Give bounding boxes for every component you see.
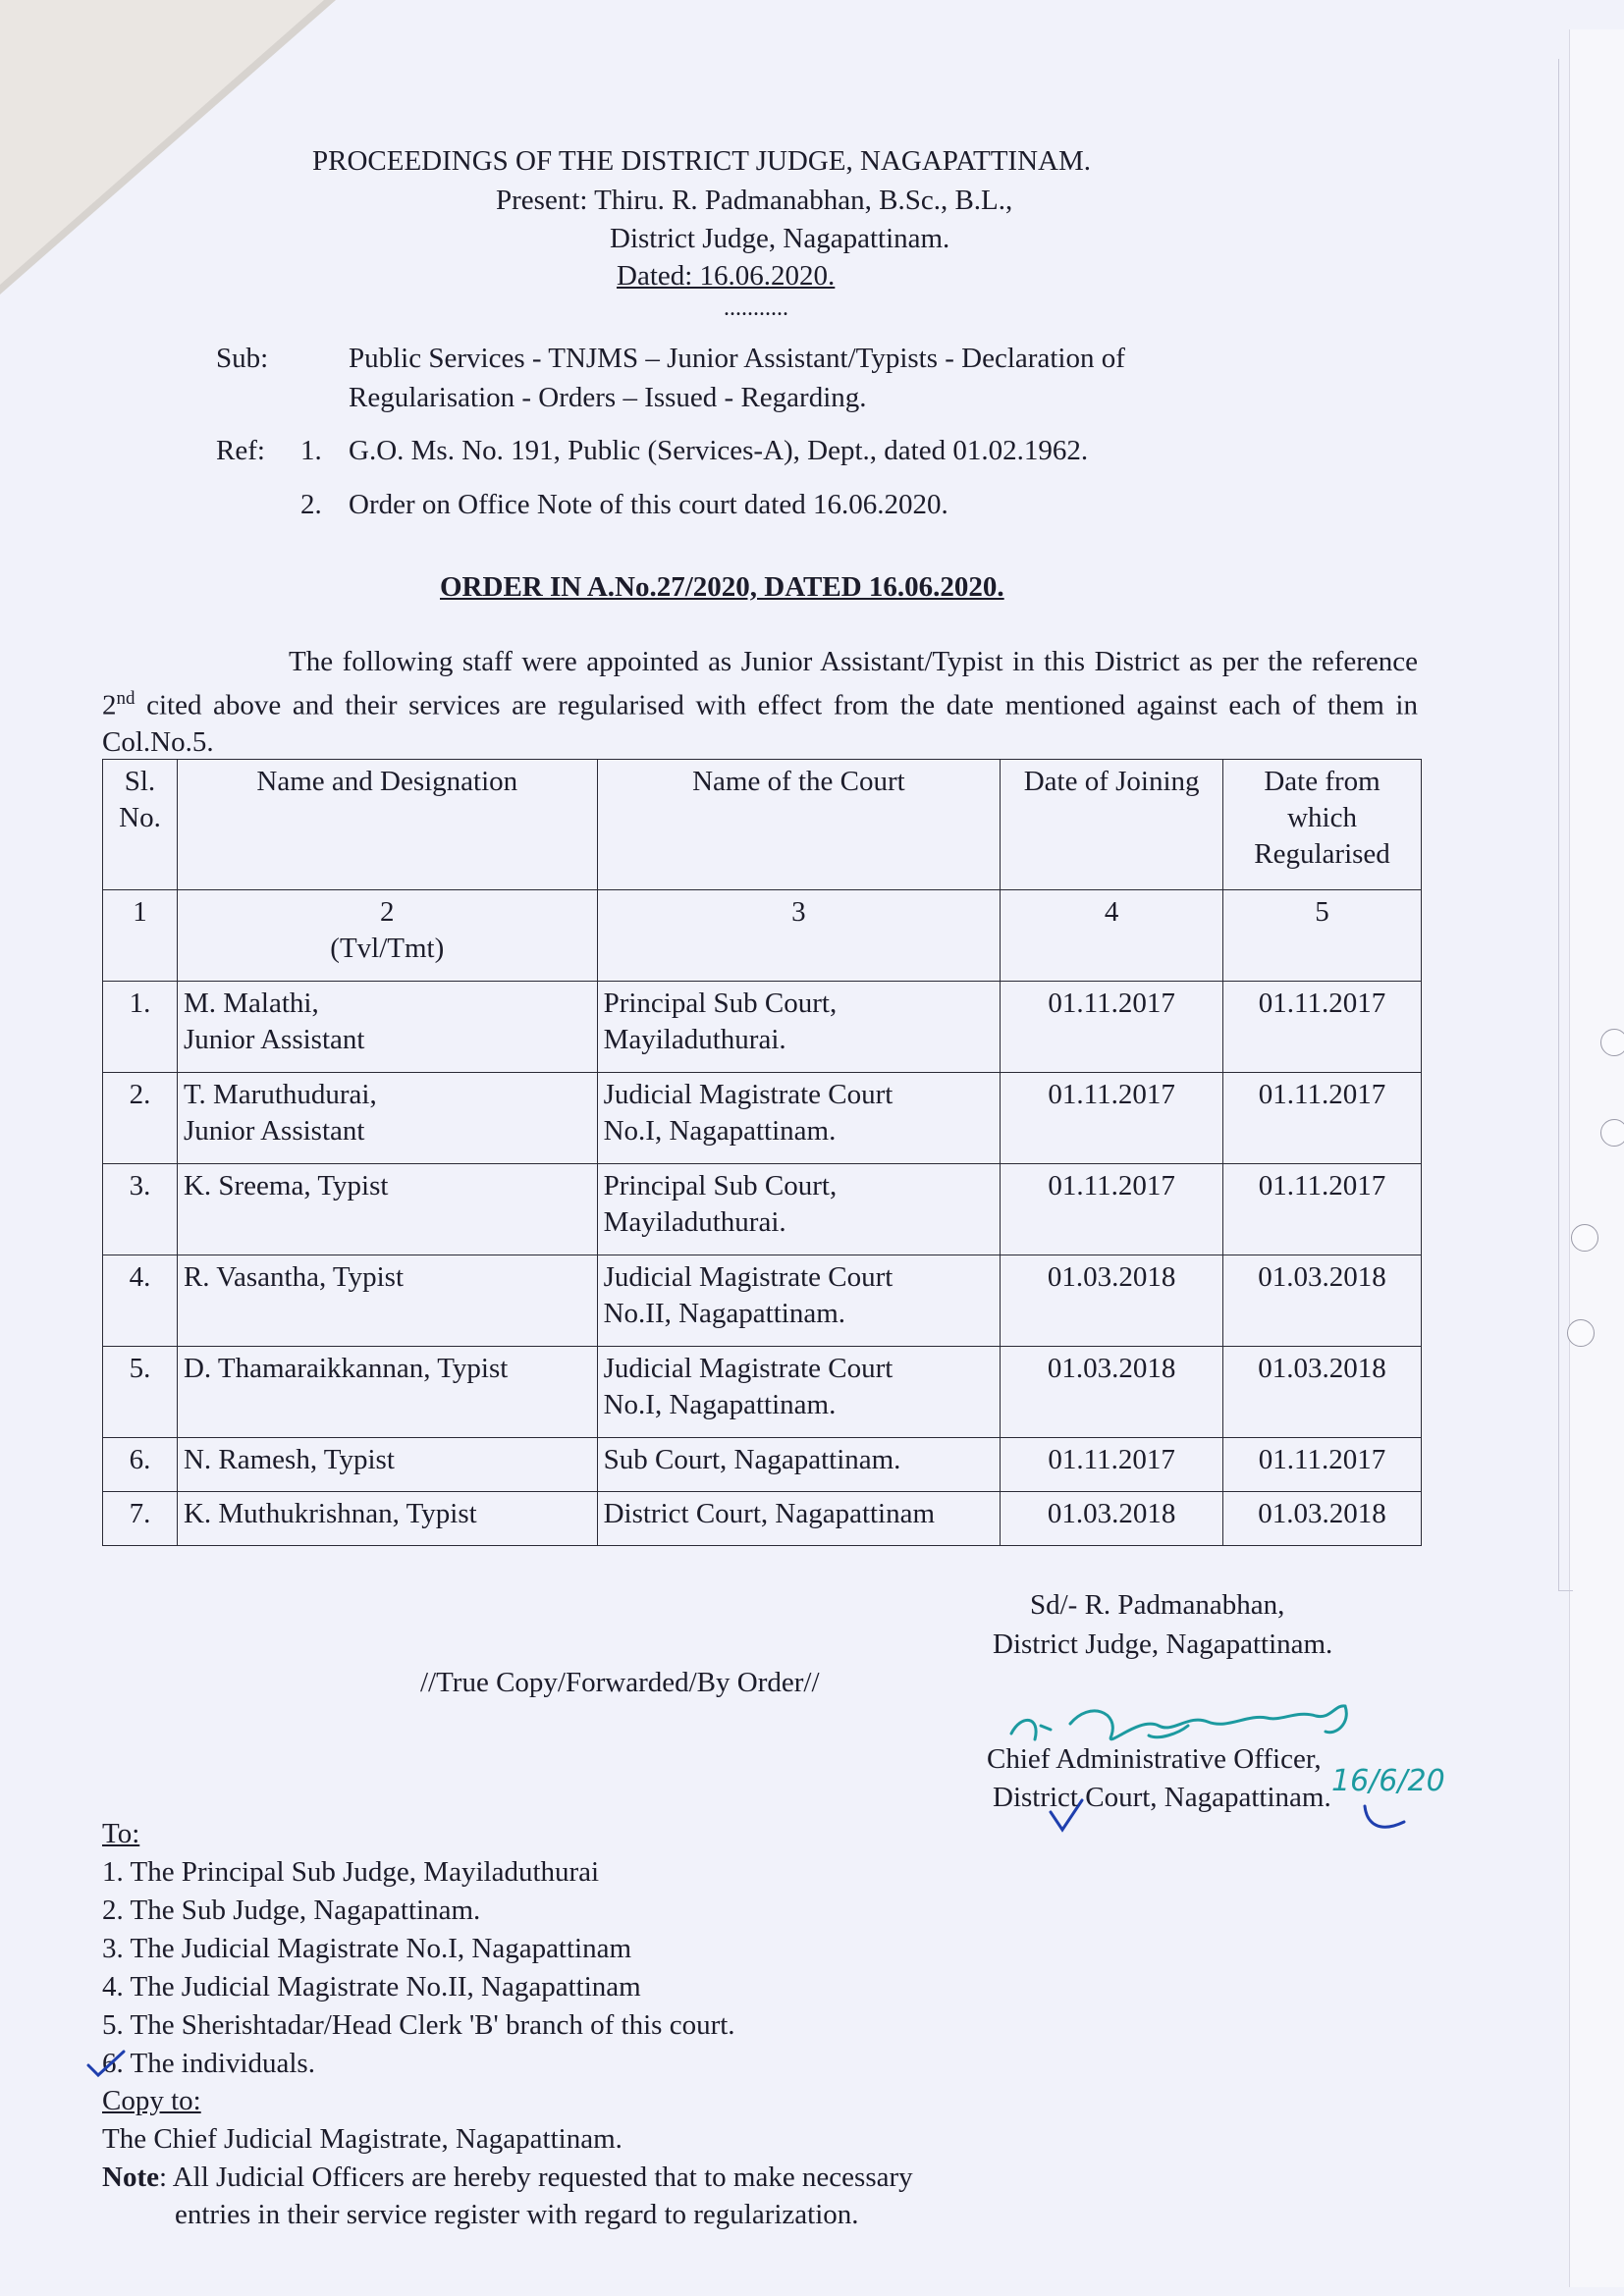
serial-number: 3. [103,1164,178,1255]
column-number: 3 [597,890,1001,982]
date-regularised: 01.03.2018 [1223,1492,1422,1546]
court-cell [597,1347,1001,1438]
court-name: Sub Court, Nagapattinam. [597,1438,1001,1492]
recipient-item: 2. The Sub Judge, Nagapattinam. [102,1895,481,1926]
court-name: Judicial Magistrate Court [603,1353,893,1384]
column-number-cell [177,890,597,982]
dated-line: Dated: 16.06.2020. [617,260,836,292]
recipient-item: 5. The Sherishtadar/Head Clerk 'B' branch of this court. [102,2009,735,2041]
punch-hole [1571,1224,1598,1252]
recipient-list [102,1853,735,2083]
staff-name: T. Maruthudurai, [183,1079,377,1110]
recipient-item: 6. The individuals. [102,2048,315,2079]
subject-line-1: Public Services - TNJMS – Junior Assistant/Typists - Declaration of [349,343,1125,374]
column-number: 1 [103,890,178,982]
staff-name-cell [177,982,597,1073]
court-place: No.II, Nagapattinam. [603,1298,846,1329]
recipient-item: 4. The Judicial Magistrate No.II, Nagapattinam [102,1971,641,2002]
table-row [103,1255,1422,1347]
handwritten-date: 16/6/20 [1331,1764,1445,1798]
court-name: Principal Sub Court, [603,1170,838,1201]
note-label: Note [102,2162,159,2193]
serial-number: 4. [103,1255,178,1347]
signature-designation: District Judge, Nagapattinam. [993,1629,1333,1660]
court-name: District Court, Nagapattinam [597,1492,1001,1546]
court-name: Principal Sub Court, [603,988,838,1019]
court-name: Judicial Magistrate Court [603,1261,893,1293]
subject-label: Sub: [216,343,269,374]
subject-line-2: Regularisation - Orders – Issued - Regarding. [349,382,867,413]
intro-paragraph [102,644,1418,761]
present-line: Present: Thiru. R. Padmanabhan, B.Sc., B.L., [496,185,1013,216]
table-column-number-row [103,890,1422,982]
date-of-joining: 01.03.2018 [1001,1347,1223,1438]
court-cell [597,982,1001,1073]
court-cell [597,1255,1001,1347]
copy-to-recipient: The Chief Judicial Magistrate, Nagapattinam. [102,2123,623,2155]
table-row [103,982,1422,1073]
date-regularised: 01.11.2017 [1223,1164,1422,1255]
column-note: (Tvl/Tmt) [330,933,445,964]
signature-name: Sd/- R. Padmanabhan, [1030,1589,1285,1621]
officer-office: District Court, Nagapattinam. [993,1782,1331,1813]
note-line-1 [102,2160,913,2195]
column-number: 2 [380,896,395,928]
date-of-joining: 01.11.2017 [1001,1164,1223,1255]
staff-name-cell [177,1073,597,1164]
reference-number: 2. [300,489,322,520]
court-cell [597,1164,1001,1255]
date-of-joining: 01.11.2017 [1001,1073,1223,1164]
staff-designation: Junior Assistant [183,1115,365,1147]
court-name: Judicial Magistrate Court [603,1079,893,1110]
serial-number: 6. [103,1438,178,1492]
intro-text-part2: cited above and their services are regularised with effect from the date mentioned against each of them in Col.No.5. [102,689,1418,758]
court-place: No.I, Nagapattinam. [603,1389,837,1420]
note-line-2: entries in their service register with regard to regularization. [175,2199,859,2230]
folded-corner [0,0,324,285]
staff-name: M. Malathi, [183,988,319,1019]
table-row [103,1164,1422,1255]
date-regularised: 01.03.2018 [1223,1347,1422,1438]
staff-table [102,759,1422,1546]
header-sl-no: Sl. No. [103,760,178,890]
staff-name: D. Thamaraikkannan, Typist [183,1353,509,1384]
staff-name-cell [177,1164,597,1255]
reference-text: G.O. Ms. No. 191, Public (Services-A), Dept., dated 01.02.1962. [349,435,1089,466]
punch-hole [1600,1119,1624,1147]
staff-name: K. Muthukrishnan, Typist [177,1492,597,1546]
serial-number: 5. [103,1347,178,1438]
underlying-sheet-edge-inner [1558,59,1573,1591]
reference-label: Ref: [216,435,265,466]
header-date-regularised: Date from which Regularised [1223,760,1422,890]
table-row [103,1073,1422,1164]
header-name-designation: Name and Designation [177,760,597,890]
to-label: To: [102,1818,140,1849]
punch-hole [1600,1029,1624,1056]
table-header-row [103,760,1422,890]
date-regularised: 01.03.2018 [1223,1255,1422,1347]
date-of-joining: 01.03.2018 [1001,1255,1223,1347]
table-row [103,1438,1422,1492]
date-regularised: 01.11.2017 [1223,982,1422,1073]
column-number: 5 [1223,890,1422,982]
designation-line: District Judge, Nagapattinam. [610,223,950,254]
staff-designation: Junior Assistant [183,1024,365,1055]
table-row [103,1492,1422,1546]
date-regularised: 01.11.2017 [1223,1073,1422,1164]
date-of-joining: 01.11.2017 [1001,982,1223,1073]
staff-name: N. Ramesh, Typist [177,1438,597,1492]
staff-name-cell [177,1347,597,1438]
officer-title: Chief Administrative Officer, [987,1743,1322,1775]
staff-name: K. Sreema, Typist [183,1170,389,1201]
true-copy-line: //True Copy/Forwarded/By Order// [420,1667,820,1698]
proceedings-title: PROCEEDINGS OF THE DISTRICT JUDGE, NAGAPATTINAM. [312,145,1091,177]
recipient-item: 1. The Principal Sub Judge, Mayiladuthurai [102,1856,600,1888]
court-cell [597,1073,1001,1164]
serial-number: 2. [103,1073,178,1164]
court-place: No.I, Nagapattinam. [603,1115,837,1147]
court-place: Mayiladuthurai. [603,1206,786,1238]
intro-superscript: nd [116,688,135,709]
table-row [103,1347,1422,1438]
court-place: Mayiladuthurai. [603,1024,786,1055]
reference-text: Order on Office Note of this court dated 16.06.2020. [349,489,948,520]
serial-number: 7. [103,1492,178,1546]
tick-mark [84,2048,128,2083]
note-text: : All Judicial Officers are hereby requested that to make necessary [158,2162,913,2193]
staff-name-cell [177,1255,597,1347]
reference-number: 1. [300,435,322,466]
column-number: 4 [1001,890,1223,982]
header-court: Name of the Court [597,760,1001,890]
serial-number: 1. [103,982,178,1073]
intro-text-part1: The following staff were appointed as Junior Assistant/Typist in this District as per the reference 2 [102,646,1418,721]
date-of-joining: 01.03.2018 [1001,1492,1223,1546]
staff-name: R. Vasantha, Typist [183,1261,405,1293]
punch-hole [1567,1319,1595,1347]
recipient-item: 3. The Judicial Magistrate No.I, Nagapattinam [102,1933,632,1964]
date-of-joining: 01.11.2017 [1001,1438,1223,1492]
copy-to-label: Copy to: [102,2085,201,2116]
header-date-joining: Date of Joining [1001,760,1223,890]
order-title: ORDER IN A.No.27/2020, DATED 16.06.2020. [440,571,1004,603]
underlying-sheet-edge [1569,29,1624,2287]
date-regularised: 01.11.2017 [1223,1438,1422,1492]
separator-dots: ........... [724,295,788,321]
